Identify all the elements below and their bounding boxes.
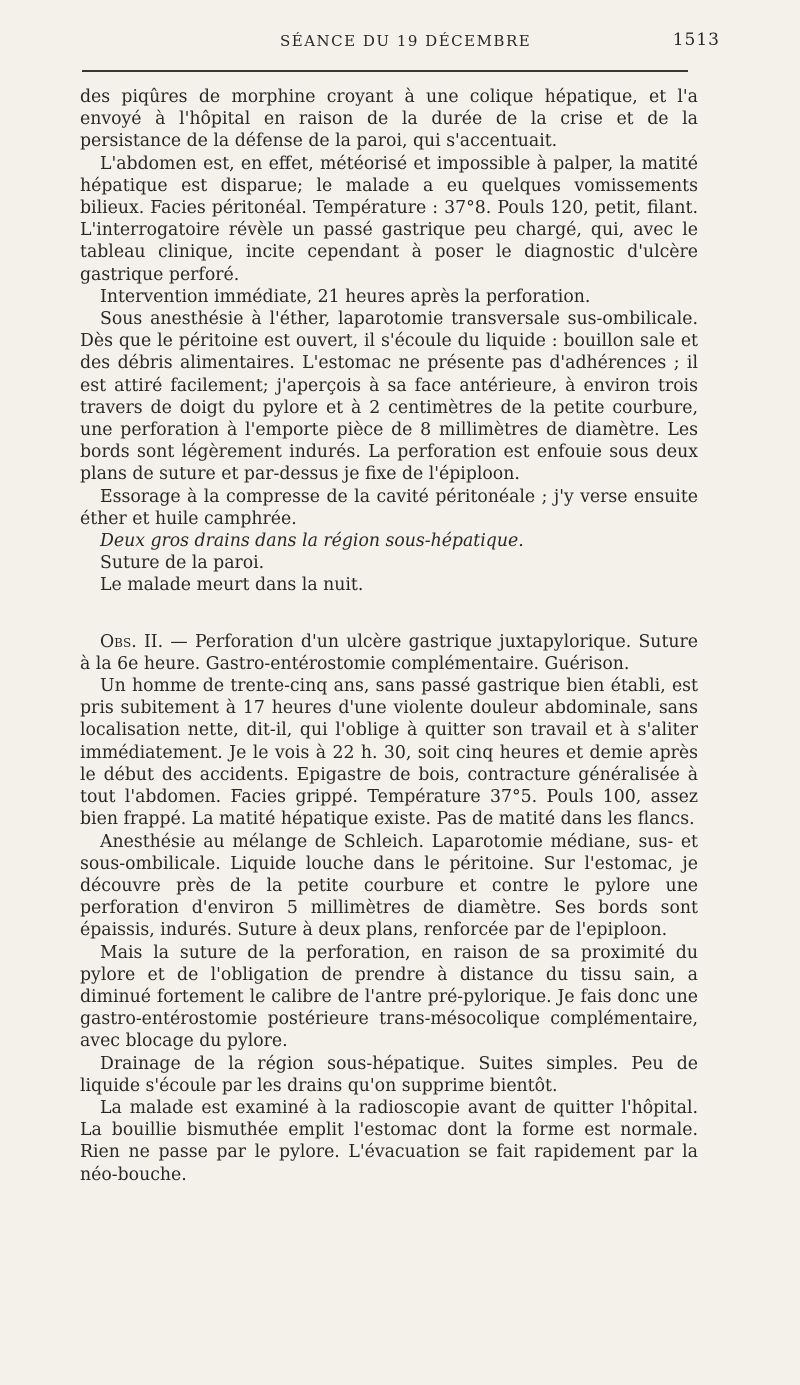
paragraph: Le malade meurt dans la nuit. [100, 575, 364, 596]
paragraph: Sous anesthésie à l'éther, laparotomie transversale sus-ombilicale. Dès que le péritoine est ouvert, il s'écoule du liquide : bouillon sale et des débris alimentaires. L'estomac ne présente pas d'adhérences ; il est attiré facilement; j'aperçois à sa face antérieure, à environ trois travers de doigt du pylore et à 2 centimètres de la petite courbure, une perforation à l'emporte pièce de 8 millimètres de diamètre. Les bords sont légèrement indurés. La perforation est enfouie sous deux plans de suture et par-dessus je fixe de l'épiploon. [80, 309, 698, 485]
paragraph: Intervention immédiate, 21 heures après la perforation. [100, 286, 591, 307]
paragraph: Essorage à la compresse de la cavité péritonéale ; j'y verse ensuite éther et huile camphrée. [80, 486, 698, 529]
body-text [80, 86, 698, 1186]
page-number: 1513 [672, 30, 720, 50]
header-rule [82, 70, 688, 72]
observation-label: Obs. II. [100, 631, 164, 652]
observation-heading [80, 631, 698, 675]
paragraph: Drainage de la région sous-hépatique. Suites simples. Peu de liquide s'écoule par les drains qu'on supprime bientôt. [80, 1053, 698, 1096]
paragraph: Un homme de trente-cinq ans, sans passé gastrique bien établi, est pris subitement à 17 heures d'une violente douleur abdominale, sans localisation nette, dit-il, qui l'oblige à quitter son travail et à s'aliter immédiatement. Je le vois à 22 h. 30, soit cinq heures et demie après le début des accidents. Epigastre de bois, contracture généralisée à tout l'abdomen. Facies grippé. Température 37°5. Pouls 100, assez bien frappé. La matité hépatique existe. Pas de matité dans les flancs. [80, 676, 698, 830]
section-gap [80, 597, 698, 631]
observation-title: — Perforation d'un ulcère gastrique juxtapylorique. Suture à la 6e heure. Gastro-entérostomie complémentaire. Guérison. [80, 631, 698, 674]
paragraph: Suture de la paroi. [100, 553, 265, 574]
running-title: SÉANCE DU 19 DÉCEMBRE [280, 32, 532, 50]
page-header [80, 28, 720, 56]
paragraph: L'abdomen est, en effet, météorisé et impossible à palper, la matité hépatique est disparue; le malade a eu quelques vomissements bilieux. Facies péritonéal. Température : 37°8. Pouls 120, petit, filant. L'interrogatoire révèle un passé gastrique peu chargé, qui, avec le tableau clinique, incite cependant à poser le diagnostic d'ulcère gastrique perforé. [80, 153, 698, 285]
paragraph: La malade est examiné à la radioscopie avant de quitter l'hôpital. La bouillie bismuthée emplit l'estomac dont la forme est normale. Rien ne passe par le pylore. L'évacuation se fait rapidement par la néo-bouche. [80, 1097, 698, 1185]
paragraph: Deux gros drains dans la région sous-hépatique. [100, 531, 524, 552]
paragraph: Mais la suture de la perforation, en raison de sa proximité du pylore et de l'obligation de prendre à distance du tissu sain, a diminué fortement le calibre de l'antre pré-pylorique. Je fais donc une gastro-entérostomie postérieure trans-mésocolique complémentaire, avec blocage du pylore. [80, 942, 698, 1052]
paragraph: des piqûres de morphine croyant à une colique hépatique, et l'a envoyé à l'hôpital en raison de la durée de la crise et de la persistance de la défense de la paroi, qui s'accentuait. [80, 87, 698, 152]
paragraph: Anesthésie au mélange de Schleich. Laparotomie médiane, sus- et sous-ombilicale. Liquide louche dans le péritoine. Sur l'estomac, je découvre près de la petite courbure et contre le pylore une perforation d'environ 5 millimètres de diamètre. Ses bords sont épaissis, indurés. Suture à deux plans, renforcée par de l'epiploon. [80, 831, 698, 941]
